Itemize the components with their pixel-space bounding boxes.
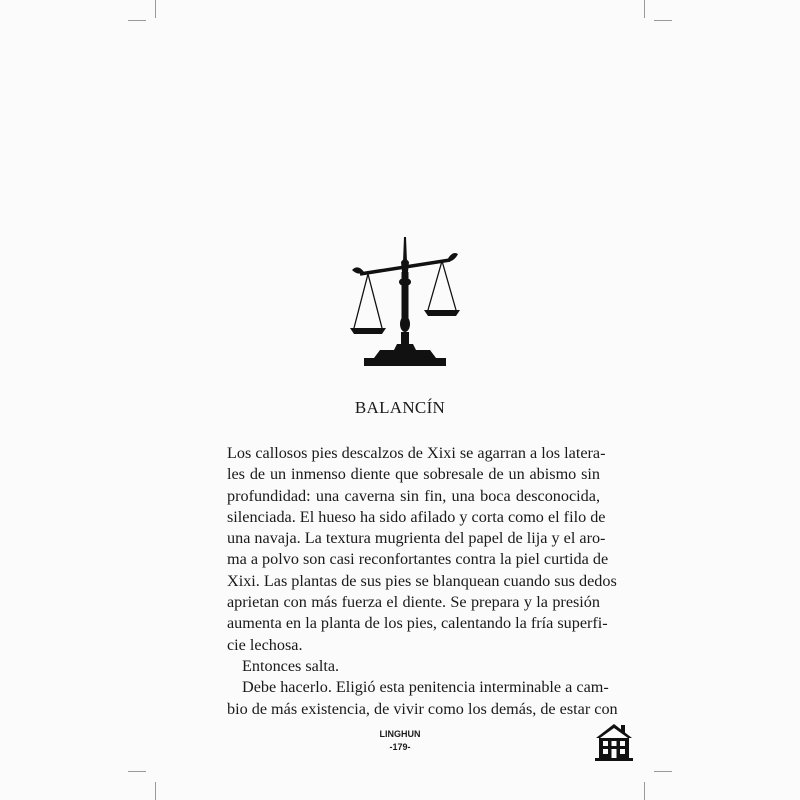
- body-text: [227, 443, 618, 720]
- chapter-title: BALANCÍN: [354, 398, 446, 417]
- text-line: aumenta en la planta de los pies, calentando la fría superfi-: [227, 614, 608, 633]
- crop-mark: [644, 782, 645, 800]
- text-line: Xixi. Las plantas de sus pies se blanquean cuando sus dedos: [227, 571, 617, 590]
- text-line: Entonces salta.: [242, 656, 340, 675]
- paragraph: [227, 443, 617, 656]
- text-line: les de un inmenso diente que sobresale de un abismo sin: [227, 465, 600, 484]
- page-footer: [0, 728, 800, 754]
- crop-mark: [128, 20, 146, 21]
- crop-mark: [654, 20, 672, 21]
- crop-mark: [155, 0, 156, 18]
- text-line: ma a polvo son casi reconfortantes contra la piel curtida de: [227, 550, 609, 569]
- text-line: silenciada. El hueso ha sido afilado y corta como el filo de: [227, 507, 606, 526]
- crop-mark: [155, 782, 156, 800]
- text-line: aprietan con más fuerza el diente. Se prepara y la presión: [227, 593, 600, 612]
- text-line: cie lechosa.: [227, 635, 303, 654]
- scales-of-justice-icon: [340, 232, 470, 377]
- paragraph: [227, 677, 618, 720]
- text-line: Debe hacerlo. Eligió esta penitencia interminable a cam-: [242, 678, 609, 697]
- text-line: Los callosos pies descalzos de Xixi se agarran a los latera-: [227, 444, 606, 462]
- text-line: profundidad: una caverna sin fin, una boca desconocida,: [227, 486, 600, 505]
- page-number: -179-: [389, 742, 411, 752]
- text-line: una navaja. La textura mugrienta del papel de lija y el aro-: [227, 529, 606, 548]
- crop-mark: [644, 0, 645, 18]
- book-title: LINGHUN: [379, 729, 421, 739]
- crop-mark: [654, 771, 672, 772]
- paragraph: [227, 656, 600, 677]
- text-line: bio de más existencia, de vivir como los demás, de estar con: [227, 699, 618, 718]
- house-icon: [592, 720, 636, 764]
- crop-mark: [128, 771, 146, 772]
